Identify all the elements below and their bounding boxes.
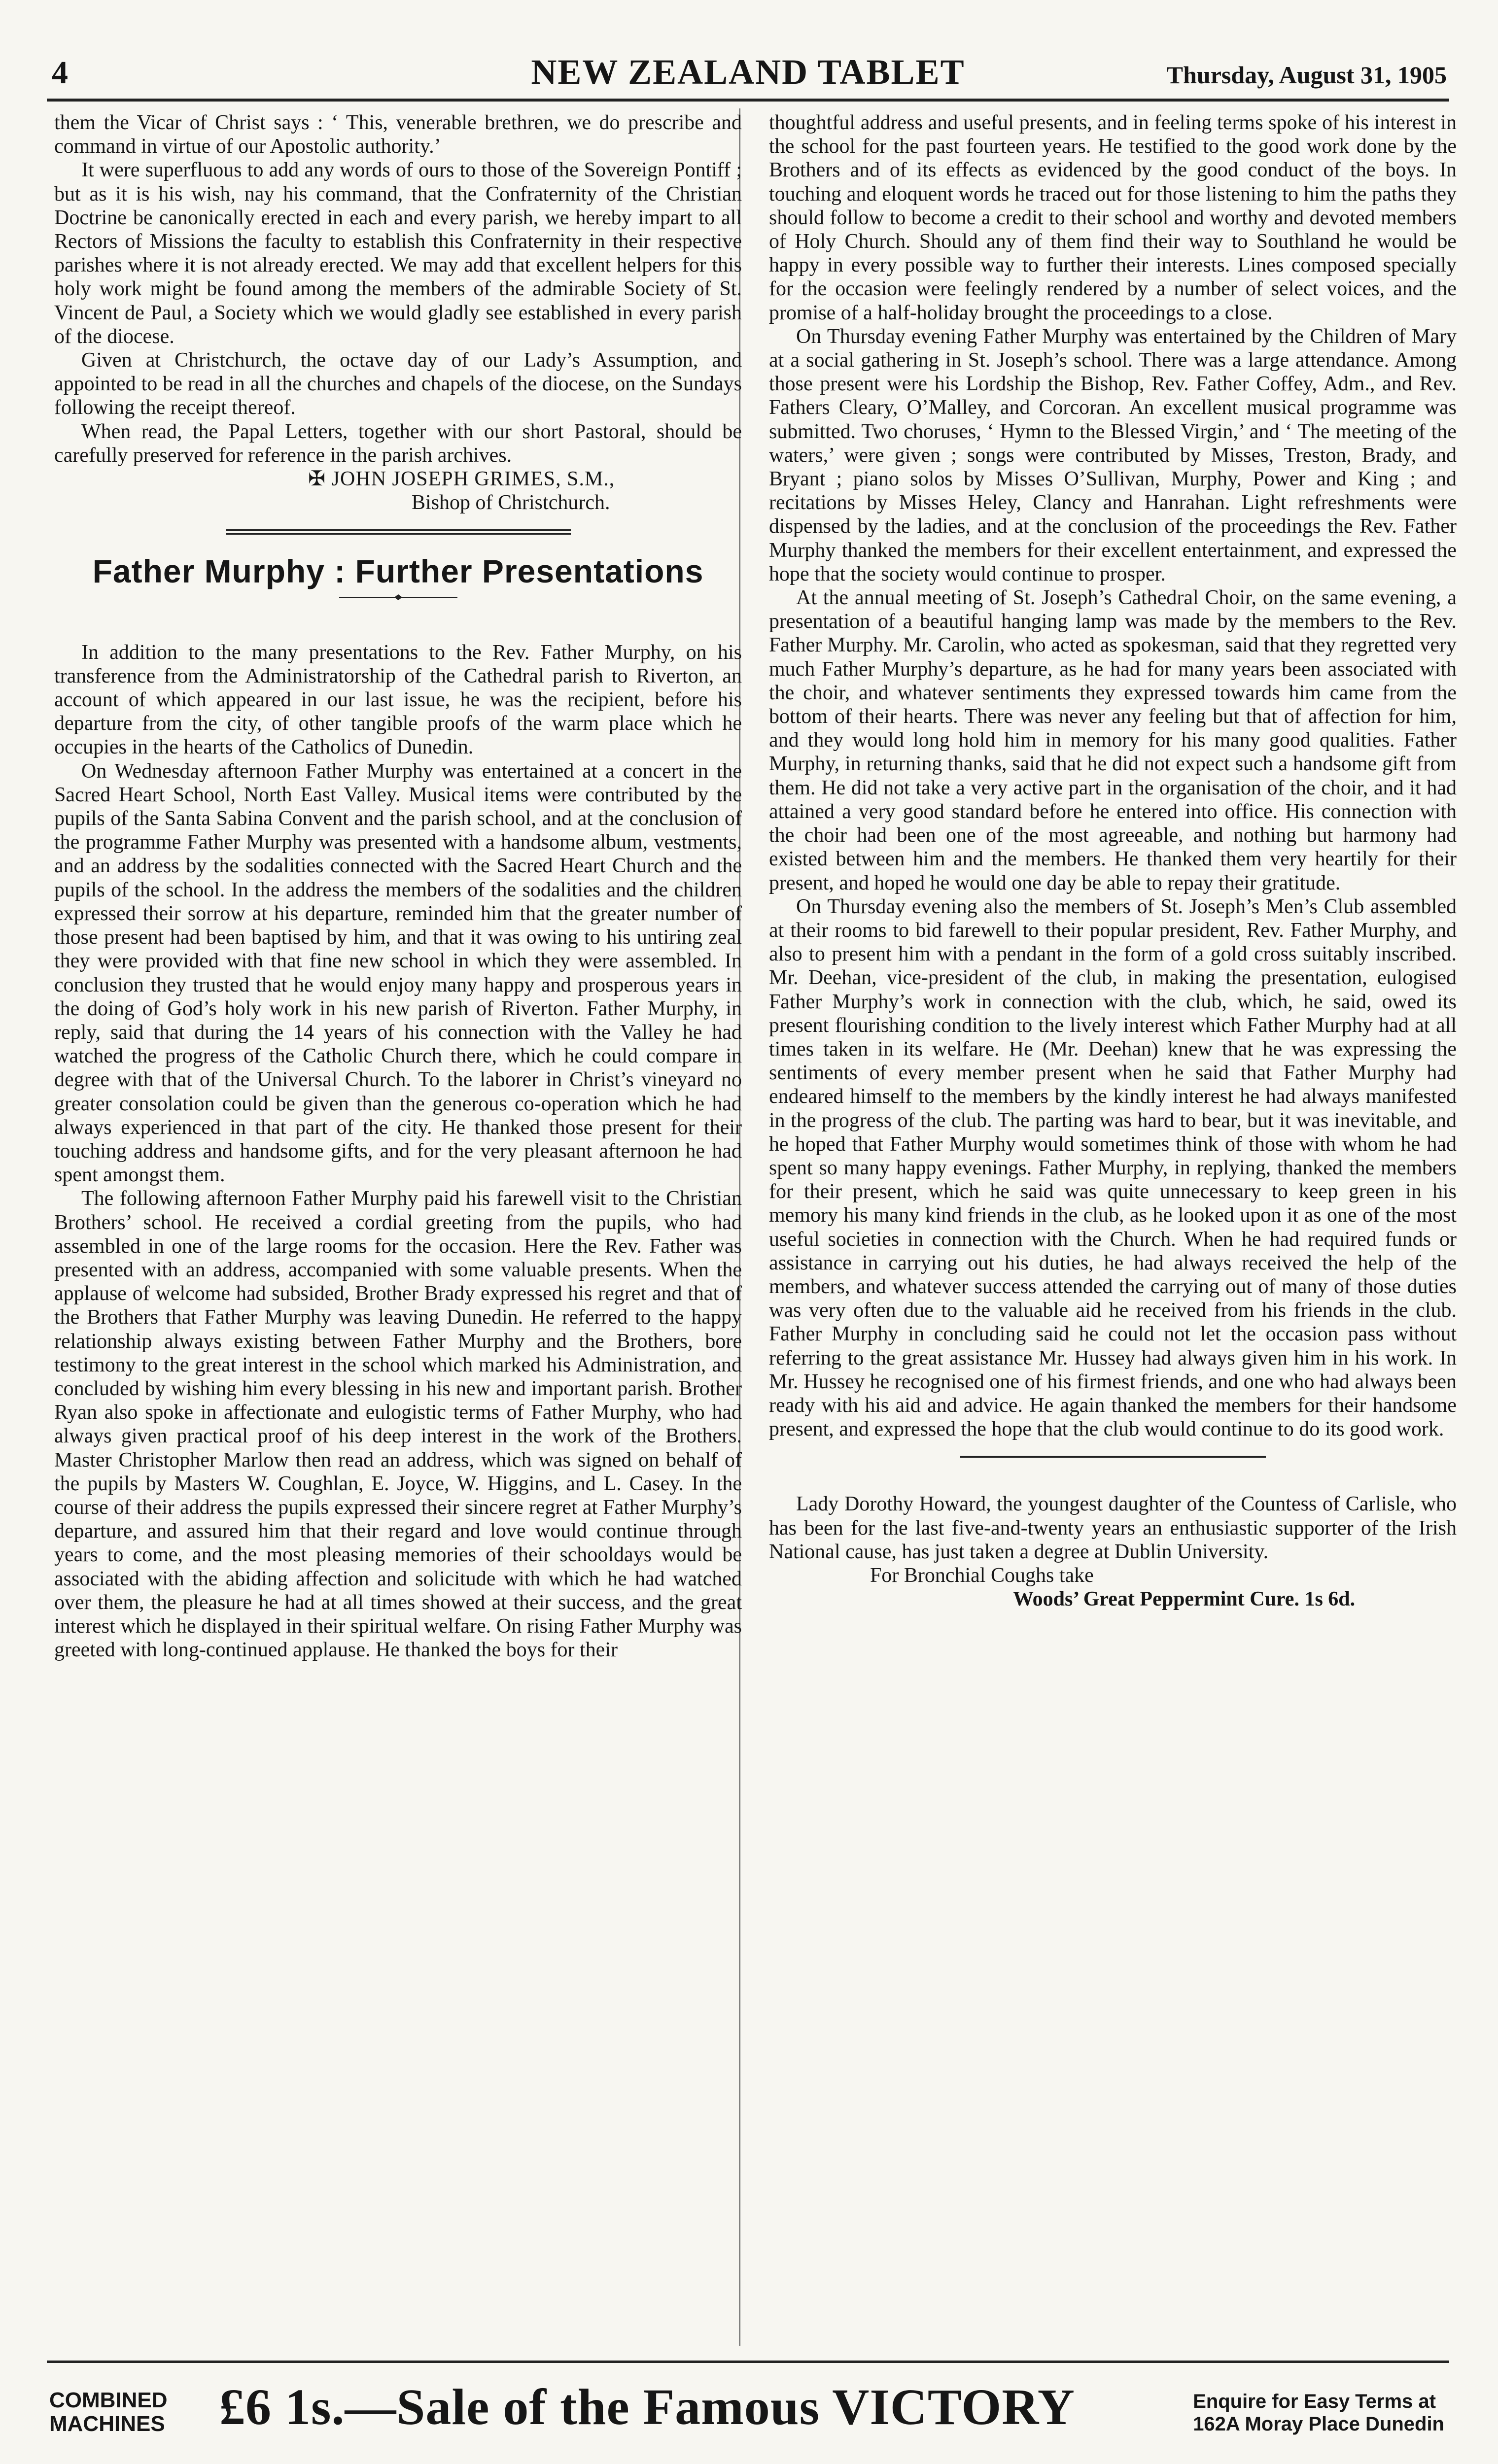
footer-enquire-line: Enquire for Easy Terms at — [1193, 2391, 1436, 2412]
headline-ornament — [339, 593, 457, 601]
signature-name: ✠ JOHN JOSEPH GRIMES, S.M., — [308, 468, 615, 491]
footer-advertisement — [47, 2361, 1449, 2457]
footer-combined-label — [49, 2389, 168, 2436]
signature-title: Bishop of Christchurch. — [412, 491, 610, 514]
advert-line: For Bronchial Coughs take — [870, 1564, 1094, 1587]
paragraph: At the annual meeting of St. Joseph’s Cathedral Choir, on the same evening, a presentation of a beautiful hanging lamp was made by the members to the Rev. Father Murphy. Mr. Carolin, who acted as spokesman, said that they regretted very much Father Murphy’s departure, as he had for many years been associated with the choir, and whatever sentiments they expressed towards him came from the bottom of their hearts. There was never any feeling but that of affection for him, and they would long hold him in memory for his many good qualities. Father Murphy, in returning thanks, said that he did not expect such a handsome gift from them. He did not take a very active part in the organisation of the choir, and it had attained a very good standard before he entered into office. His connection with the choir had been one of the most agreeable, and nothing but harmony had existed between him and the members. He thanked them very heartily for their present, and hoped he would one day be able to repay their gratitude. — [769, 586, 1457, 894]
paragraph: On Thursday evening Father Murphy was entertained by the Children of Mary at a social gathering in St. Joseph’s school. There was a large attendance. Among those present were his Lordship the Bishop, Rev. Father Coffey, Adm., and Rev. Fathers Cleary, O’Malley, and Corcoran. An excellent musical programme was submitted. Two choruses, ‘ Hymn to the Blessed Virgin,’ and ‘ The meeting of the waters,’ were given ; songs were contributed by Misses, Treston, Brady, and Bryant ; piano solos by Misses O’Sullivan, Murphy, Power and King ; and recitations by Misses Heley, Clancy and Hanrahan. Light refreshments were dispensed by the ladies, and at the conclusion of the proceedings the Rev. Father Murphy thanked the members for their excellent entertainment, and expressed the hope that the society would continue to prosper. — [769, 325, 1457, 585]
section-divider — [960, 1456, 1266, 1458]
page-number: 4 — [52, 55, 68, 91]
paragraph: them the Vicar of Christ says : ‘ This, venerable brethren, we do prescribe and command in virtue of our Apostolic authority.’ — [54, 111, 742, 158]
masthead — [47, 52, 1449, 102]
paragraph: On Wednesday afternoon Father Murphy was entertained at a concert in the Sacred Heart School, North East Valley. Musical items were contributed by the pupils of the Santa Sabina Convent and the parish school, and at the conclusion of the programme Father Murphy was presented with a handsome album, vestments, and an address by the sodalities connected with the Sacred Heart Church and the pupils of the school. In the address the members of the sodalities and the children expressed their sorrow at his departure, reminded him that the greater number of those present had been baptised by him, and that it was owing to his untiring zeal they were provided with that fine new school in which they were assembled. In conclusion they trusted that he would enjoy many happy and prosperous years in the doing of God’s holy work in his new parish of Riverton. Father Murphy, in reply, said that during the 14 years of his connection with the Valley he had watched the progress of the Catholic Church there, which he could compare in degree with that of the Universal Church. To the laborer in Christ’s vineyard no greater consolation could be given than the generous co-operation which he had always experienced in that part of the city. He thanked those present for their touching address and handsome gifts, and for the very pleasant afternoon he had spent amongst them. — [54, 759, 742, 1187]
advert-line: Woods’ Great Peppermint Cure. 1s 6d. — [1013, 1588, 1356, 1611]
right-column — [769, 111, 1457, 1611]
paragraph: On Thursday evening also the members of St. Joseph’s Men’s Club assembled at their rooms to bid farewell to their popular president, Rev. Father Murphy, and also to present him with a pendant in the form of a gold cross suitably inscribed. Mr. Deehan, vice-president of the club, in making the presentation, eulogised Father Murphy’s work in connection with the club, which, he said, owed its present flourishing condition to the lively interest which Father Murphy had at all times taken in its welfare. He (Mr. Deehan) knew that he was expressing the sentiments of every member present when he said that Father Murphy had endeared himself to the members by the kindly interest he had always manifested in the progress of the club. The parting was hard to bear, but it was inevitable, and he hoped that Father Murphy would sometimes think of those with whom he had spent so many happy evenings. Father Murphy, in replying, thanked the members for their present, which he said was quite unnecessary to keep green in his memory his many kind friends in the club, as he looked upon it as one of the most useful societies in connection with the Church. When he had required funds or assistance in carrying out his duties, he had always received the help of the members, and whatever success attended the carrying out of many of those duties was very often due to the valuable aid he received from his friends in the club. Father Murphy in concluding said he could not let the occasion pass without referring to the great assistance Mr. Hussey had always given him in his work. In Mr. Hussey he recognised one of his firmest friends, and one who had always been ready with his aid and advice. He again thanked the members for their handsome present, and expressed the hope that the club would continue to do its good work. — [769, 895, 1457, 1441]
footer-enquire — [1193, 2390, 1444, 2435]
news-note: Lady Dorothy Howard, the youngest daughter of the Countess of Carlisle, who has been for the last five-and-twenty years an enthusiastic supporter of the Irish National cause, has just taken a degree at Dublin University. — [769, 1493, 1457, 1563]
footer-enquire-line: 162A Moray Place Dunedin — [1193, 2413, 1444, 2435]
paragraph: It were superfluous to add any words of ours to those of the Sovereign Pontiff ; but as it is his wish, nay his command, that the Confraternity of the Christian Doctrine be canonically erected in each and every parish, we hereby impart to all Rectors of Missions the faculty to establish this Confraternity in their respective parishes where it is not already erected. We may add that excellent helpers for this holy work might be found among the members of the admirable Society of St. Vincent de Paul, a Society which we would gladly see established in every parish of the diocese. — [54, 159, 742, 348]
paragraph: Given at Christchurch, the octave day of our Lady’s Assumption, and appointed to be read in all the churches and chapels of the diocese, on the Sundays following the receipt thereof. — [54, 349, 742, 419]
article-headline: Father Murphy : Further Presentations — [92, 553, 704, 590]
paragraph: When read, the Papal Letters, together with our short Pastoral, should be carefully preserved for reference in the parish archives. — [54, 420, 742, 467]
left-column — [54, 111, 742, 1662]
paragraph: In addition to the many presentations to the Rev. Father Murphy, on his transference from the Administratorship of the Cathedral parish to Riverton, an account of which appeared in our last issue, he was the recipient, before his departure from the city, of other tangible proofs of the warm place which he occupies in the hearts of the Catholics of Dunedin. — [54, 641, 742, 759]
paragraph: The following afternoon Father Murphy paid his farewell visit to the Christian Brothers’ school. He received a cordial greeting from the pupils, who had assembled in one of the large rooms for the occasion. Here the Rev. Father was presented with an address, accompanied with some valuable presents. When the applause of welcome had subsided, Brother Brady expressed his regret and that of the Brothers that Father Murphy was leaving Dunedin. He referred to the happy relationship always existing between Father Murphy and the Brothers, bore testimony to the great interest in the school which marked his Administration, and concluded by wishing him every blessing in his new and important parish. Brother Ryan also spoke in affectionate and eulogistic terms of Father Murphy, who had always given practical proof of his deep interest in the work of the Brothers. Master Christopher Marlow then read an address, which was signed on behalf of the pupils by Masters W. Coughlan, E. Joyce, W. Higgins, and L. Casey. In the course of their address the pupils expressed their sincere regret at Father Murphy’s departure, and assured him that their regard and love would continue through years to come, and the most pleasing memories of their schooldays would be associated with the abiding affection and solicitude with which he had watched over them, the pleasure he had at all times showed at their success, and the great interest which he displayed in their spiritual welfare. On rising Father Murphy was greeted with long-continued applause. He thanked the boys for their — [54, 1187, 742, 1662]
paragraph: thoughtful address and useful presents, and in feeling terms spoke of his interest in the school for the past fourteen years. He testified to the good work done by the Brothers and of its effects as evidenced by the good conduct of the boys. In touching and eloquent words he traced out for those listening to him the paths they should follow to become a credit to their school and worthy and devoted members of Holy Church. Should any of them find their way to Southland he would be happy in every possible way to further their interests. Lines composed specially for the occasion were feelingly rendered by a number of select voices, and the promise of a half-holiday brought the proceedings to a close. — [769, 111, 1457, 324]
footer-combined-line: COMBINED — [49, 2388, 168, 2412]
publication-title: NEW ZEALAND TABLET — [531, 52, 965, 92]
footer-combined-line: MACHINES — [49, 2412, 165, 2436]
section-divider — [226, 529, 571, 535]
footer-headline: £6 1s.—Sale of the Famous VICTORY — [219, 2379, 1075, 2435]
issue-date: Thursday, August 31, 1905 — [1166, 61, 1447, 89]
